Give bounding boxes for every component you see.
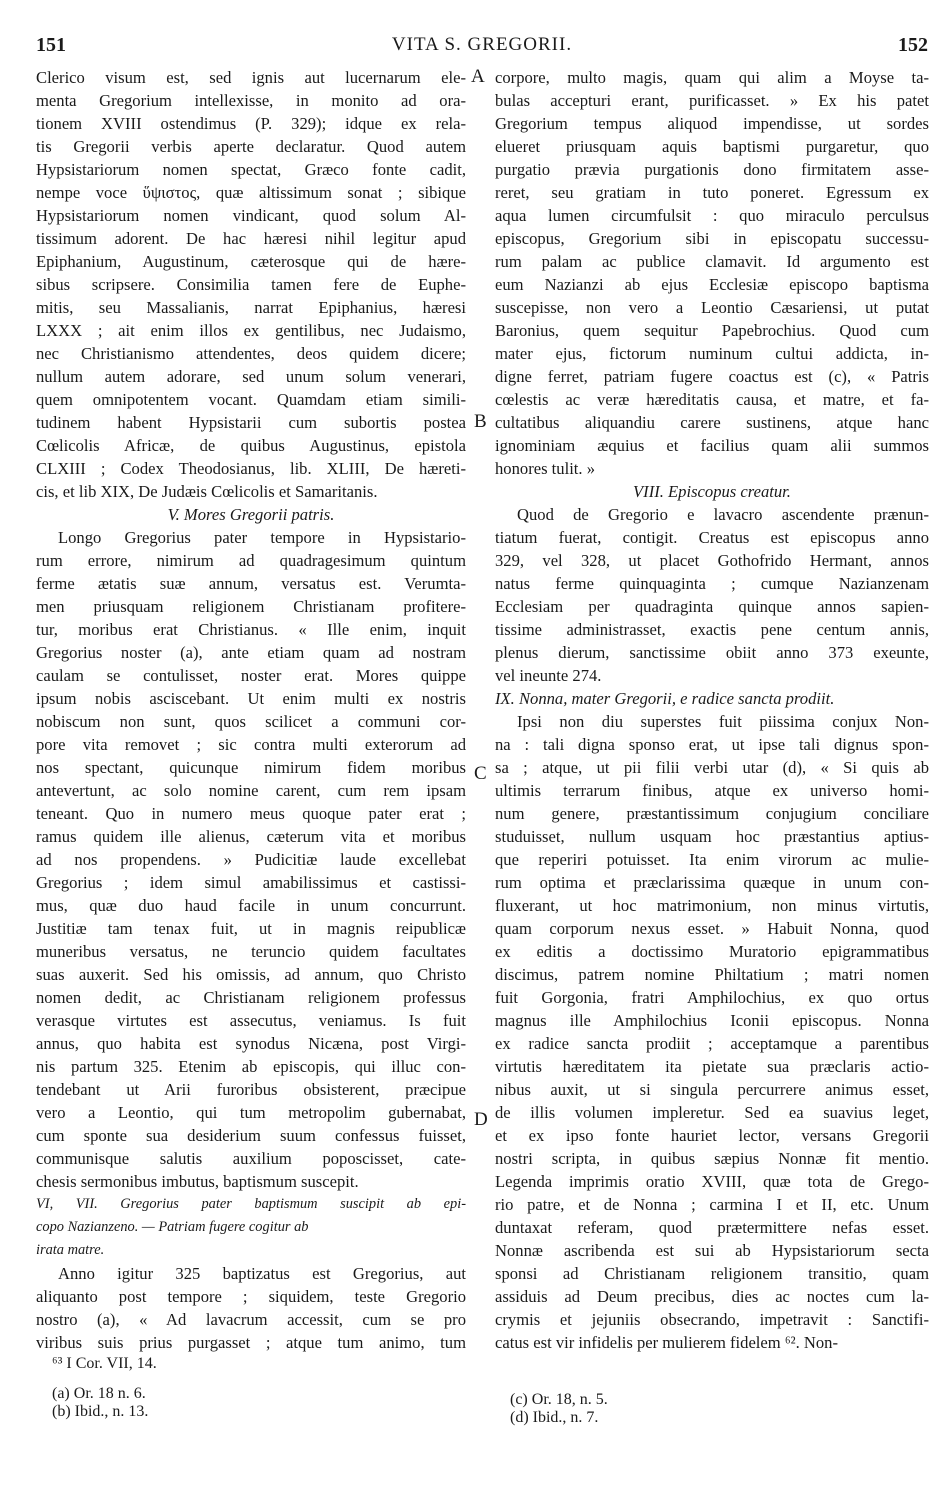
text-line: mitis, seu Massalianis, narrat Epiphanius, hæresi xyxy=(36,298,466,317)
text-line: men priusquam religionem Christianam profitere- xyxy=(36,597,466,616)
text-line: tur, moribus erat Christianus. « Ille enim, inquit xyxy=(36,620,466,639)
footnote-b: (b) Ibid., n. 13. xyxy=(52,1403,149,1420)
text-line: cis, et lib XIX, De Judæis Cœlicolis et Samaritanis. xyxy=(36,482,378,501)
text-line: ex radice sancta prodiit ; acceptamque a parentibus xyxy=(495,1034,929,1053)
text-line: caulam se contulisset, noster erat. Mores quippe xyxy=(36,666,466,685)
text-line: nullum autem adorare, sed unum solum venerari, xyxy=(36,367,466,386)
text-line: sponsi ad Christianam religionem transitio, quam xyxy=(495,1264,929,1283)
margin-letter-d: D xyxy=(474,1109,488,1130)
text-line: ad nos propendens. » Pudicitiæ laude excellebat xyxy=(36,850,466,869)
text-line: digne ferret, patriam fugere coactus est (c), « Patris xyxy=(495,367,929,386)
footnote-c: (c) Or. 18, n. 5. xyxy=(510,1391,608,1408)
text-line: corpore, multo magis, quam qui alim a Moyse ta- xyxy=(495,68,929,87)
text-line: eum Nazianzi ab ejus Ecclesiæ episcopo baptisma xyxy=(495,275,929,294)
text-line: irata matre. xyxy=(36,1242,105,1258)
text-line: Anno igitur 325 baptizatus est Gregorius, aut xyxy=(58,1264,466,1283)
footnote-63: ⁶³ I Cor. VII, 14. xyxy=(52,1355,157,1372)
text-line: quem omnipotentem vocant. Quamdam etiam simili- xyxy=(36,390,466,409)
text-line: sa ; atque, ut pii filii verbi utar (d), « Si quis ab xyxy=(495,758,929,777)
text-line: de illis volumen impleretur. Sed ea suavius leget, xyxy=(495,1103,929,1122)
text-line: ultimis terrarum finibus, atque ex universo homi- xyxy=(495,781,929,800)
text-line: fuit Gorgonia, fratri Amphilochius, ex quo ortus xyxy=(495,988,929,1007)
text-line: muneribus versatus, ne teruncio quidem facultates xyxy=(36,942,466,961)
text-line: bulas accepturi erant, purificasset. » Ex his patet xyxy=(495,91,929,110)
text-line: catus est vir infidelis per mulierem fidelem ⁶². Non- xyxy=(495,1333,838,1352)
text-line: magnus ille Amphilochius Iconii episcopus. Nonna xyxy=(495,1011,929,1030)
text-line: nempe voce ὕψιστος, quæ altissimum sonat ; sibique xyxy=(36,183,466,202)
text-line: Clerico visum est, sed ignis aut lucernarum ele- xyxy=(36,68,466,87)
text-line: Ecclesiam per quadraginta quinque annos sapien- xyxy=(495,597,929,616)
text-line: nobiscum non sunt, quos scilicet a communi cor- xyxy=(36,712,466,731)
text-line: annus, quo habita est synodus Nicæna, post Virgi- xyxy=(36,1034,466,1053)
text-line: crymis et jejuniis obsecrando, impetravit : Sanctifi- xyxy=(495,1310,929,1329)
text-line: LXXX ; ait enim illos ex gentilibus, nec Judaismo, xyxy=(36,321,466,340)
text-line: VI, VII. Gregorius pater baptismum suscipit ab epi- xyxy=(36,1196,466,1212)
text-line: ferme ætatis suæ annum, versatus est. Verumta- xyxy=(36,574,466,593)
text-line: fluxerant, ut hoc matrimonium, non minus virtutis, xyxy=(495,896,929,915)
text-line: sibus scripsere. Consimilia tamen fere de Euphe- xyxy=(36,275,466,294)
text-line: antevertunt, ac solo nomine carent, cum rem ipsam xyxy=(36,781,466,800)
text-line: que reperiri potuisset. Ita enim virorum ac mulie- xyxy=(495,850,929,869)
text-line: 329, vel 328, ut placet Gothofrido Hermant, annos xyxy=(495,551,929,570)
text-line: rio patre, et de Nonna ; carmina I et II, etc. Unum xyxy=(495,1195,929,1214)
text-line: ipsum nobis asciscebant. Ut enim multi ex nostris xyxy=(36,689,466,708)
text-line: aliquanto post tempore ; siquidem, teste Gregorio xyxy=(36,1287,466,1306)
text-line: rum palam ac publice clamavit. Id argumento est xyxy=(495,252,929,271)
text-line: quam corporum nexus esset. » Habuit Nonna, quod xyxy=(495,919,929,938)
text-line: vero a Leontio, qui tum metropolim gubernabat, xyxy=(36,1103,466,1122)
text-line: verasque virtutes est assecutus, veniamus. Is fuit xyxy=(36,1011,466,1030)
text-line: ex editis a doctissimo Muratorio epigrammatibus xyxy=(495,942,929,961)
margin-letter-c: C xyxy=(474,763,487,784)
left-column xyxy=(36,66,466,1354)
text-line: mus, quæ duo haud facile in unum concurrunt. xyxy=(36,896,466,915)
text-line: Cœlicolis Africæ, de quibus Augustinus, epistola xyxy=(36,436,466,455)
text-line: discimus, patrem nomine Philtatium ; matri nomen xyxy=(495,965,929,984)
text-line: elueret priusquam aquis baptismi purgaretur, quo xyxy=(495,137,929,156)
right-column xyxy=(495,66,929,1354)
page-header xyxy=(36,34,928,60)
text-line: tissimum adorent. De hac hæresi nihil legitur apud xyxy=(36,229,466,248)
text-line: suscepisse, non vero a Leontio Cæsariensi, ut putat xyxy=(495,298,929,317)
text-line: Justitiæ tam tenax fuit, ut in magnis reipublicæ xyxy=(36,919,466,938)
text-line: communisque salutis auxilium poposcisset, cate- xyxy=(36,1149,466,1168)
text-line: purgatio prævia purgationis dono firmitatem asse- xyxy=(495,160,929,179)
text-line: cultatibus aliquandiu carere sustinens, atque hanc xyxy=(495,413,929,432)
text-line: studuisset, nullum usquam hoc præstantius aptius- xyxy=(495,827,929,846)
text-line: copo Nazianzeno. — Patriam fugere cogitur ab xyxy=(36,1219,309,1235)
text-line: cum sponte sua desiderium suum confessus fuisset, xyxy=(36,1126,466,1145)
text-line: chesis sermonibus imbutus, baptismum suscepit. xyxy=(36,1172,359,1191)
text-line: rum errore, nimirum ad quadragesimum quintum xyxy=(36,551,466,570)
text-line: Gregorium tempus aliquod impendisse, ut sordes xyxy=(495,114,929,133)
text-line: nis partum 325. Etenim ab episcopis, qui illuc con- xyxy=(36,1057,466,1076)
text-line: Quod de Gregorio e lavacro ascendente prænun- xyxy=(517,505,929,524)
text-line: num genere, præstantissimum conjugium conciliare xyxy=(495,804,929,823)
text-line: IX. Nonna, mater Gregorii, e radice sancta prodiit. xyxy=(495,689,835,708)
margin-letter-b: B xyxy=(474,411,487,432)
text-line: VIII. Episcopus creatur. xyxy=(633,482,791,501)
text-line: V. Mores Gregorii patris. xyxy=(167,505,335,524)
text-line: plenus dierum, sanctissime obiit anno 373 exeunte, xyxy=(495,643,929,662)
text-line: Epiphanium, Augustinum, cæterosque qui de hære- xyxy=(36,252,466,271)
text-line: teneant. Quo in numero meus quoque pater erat ; xyxy=(36,804,466,823)
running-title: VITA S. GREGORII. xyxy=(391,34,573,55)
text-line: reret, seu gratiam in tuto poneret. Egressum ex xyxy=(495,183,929,202)
text-line: ramus quidem ille alienus, cæterum vita et moribus xyxy=(36,827,466,846)
text-line: aqua lumen circumfulsit : quo miraculo perculsus xyxy=(495,206,929,225)
margin-letter-a: A xyxy=(471,66,485,87)
text-line: cœlestis ac veræ hæreditatis causa, et matre, et fa- xyxy=(495,390,929,409)
text-line: ignominiam æquius et facilius quam alii summos xyxy=(495,436,929,455)
text-line: mater ejus, fictorum numinum cultui addicta, in- xyxy=(495,344,929,363)
text-line: nec Christianismo attendentes, deos quidem dicere; xyxy=(36,344,466,363)
text-line: tis Gregorii verbis aperte declaratur. Quod autem xyxy=(36,137,466,156)
text-line: tissime administrasset, exactis pene centum annis, xyxy=(495,620,929,639)
text-line: Gregorius ; idem simul amabilissimus et castissi- xyxy=(36,873,466,892)
text-line: virtutis hæreditatem ita pietate sua præclaris actio- xyxy=(495,1057,929,1076)
text-line: nomen dedit, ac Christianam religionem professus xyxy=(36,988,466,1007)
text-line: tionem XVIII ostendimus (P. 329); idque ex rela- xyxy=(36,114,466,133)
text-line: honores tulit. » xyxy=(495,459,596,478)
text-line: episcopus, Gregorium sibi in episcopatu successu- xyxy=(495,229,929,248)
text-line: vel ineunte 274. xyxy=(495,666,602,685)
text-line: menta Gregorium intellexisse, in monito ad ora- xyxy=(36,91,466,110)
text-line: tudinem habent Hypsistarii cum subortis postea xyxy=(36,413,466,432)
text-line: Ipsi non diu superstes fuit piissima conjux Non- xyxy=(517,712,929,731)
text-line: Longo Gregorius pater tempore in Hypsistario- xyxy=(58,528,466,547)
page-number-right: 152 xyxy=(898,34,928,56)
text-line: nostri scripta, in quibus sæpius Nonnæ fit mentio. xyxy=(495,1149,929,1168)
text-line: na : tali digna sponso erat, ut ipse tali dignus spon- xyxy=(495,735,929,754)
footnote-a: (a) Or. 18 n. 6. xyxy=(52,1385,146,1402)
text-line: tiatum fuerat, contigit. Creatus est episcopus anno xyxy=(495,528,929,547)
text-line: nibus auxit, ut si singula percurrere animus esset, xyxy=(495,1080,929,1099)
text-line: pore vita removet ; sic contra multi exterorum ad xyxy=(36,735,466,754)
text-line: Hypsistariorum nomen vindicant, quod solum Al- xyxy=(36,206,466,225)
text-line: Gregorius noster (a), ante etiam quam ad nostram xyxy=(36,643,466,662)
text-line: CLXIII ; Codex Theodosianus, lib. XLIII, De hæreti- xyxy=(36,459,466,478)
text-line: nostro (a), « Ad lavacrum accessit, cum se pro xyxy=(36,1310,466,1329)
text-line: Nonnæ ascribenda est sui ab Hypsistariorum secta xyxy=(495,1241,929,1260)
text-line: natus ferme quinquaginta ; cumque Nazianzenam xyxy=(495,574,929,593)
footnote-d: (d) Ibid., n. 7. xyxy=(510,1409,599,1426)
text-line: Legenda imprimis oratio XVIII, quæ tota de Grego- xyxy=(495,1172,929,1191)
text-line: nos spectant, quicunque nimirum fidem moribus xyxy=(36,758,466,777)
text-line: suas auxerit. Sed his omissis, ad annum, quo Christo xyxy=(36,965,466,984)
text-line: duntaxat referam, quod prætermittere nefas esset. xyxy=(495,1218,929,1237)
text-line: Baronius, quem sequitur Papebrochius. Quod cum xyxy=(495,321,929,340)
text-line: assiduis ad Deum precibus, dies ac noctes cum la- xyxy=(495,1287,929,1306)
text-line: viribus suis prius purgasset ; atque tum animo, tum xyxy=(36,1333,466,1352)
text-line: et ex ipso fonte hauriet lector, versans Gregorii xyxy=(495,1126,929,1145)
text-line: rum optima et præclarissima quæque in unum con- xyxy=(495,873,929,892)
text-line: Hypsistariorum nomen spectat, Græco fonte cadit, xyxy=(36,160,466,179)
page-number-left: 151 xyxy=(36,34,66,56)
text-line: tendebant ut Arii furoribus obsisterent, præcipue xyxy=(36,1080,466,1099)
